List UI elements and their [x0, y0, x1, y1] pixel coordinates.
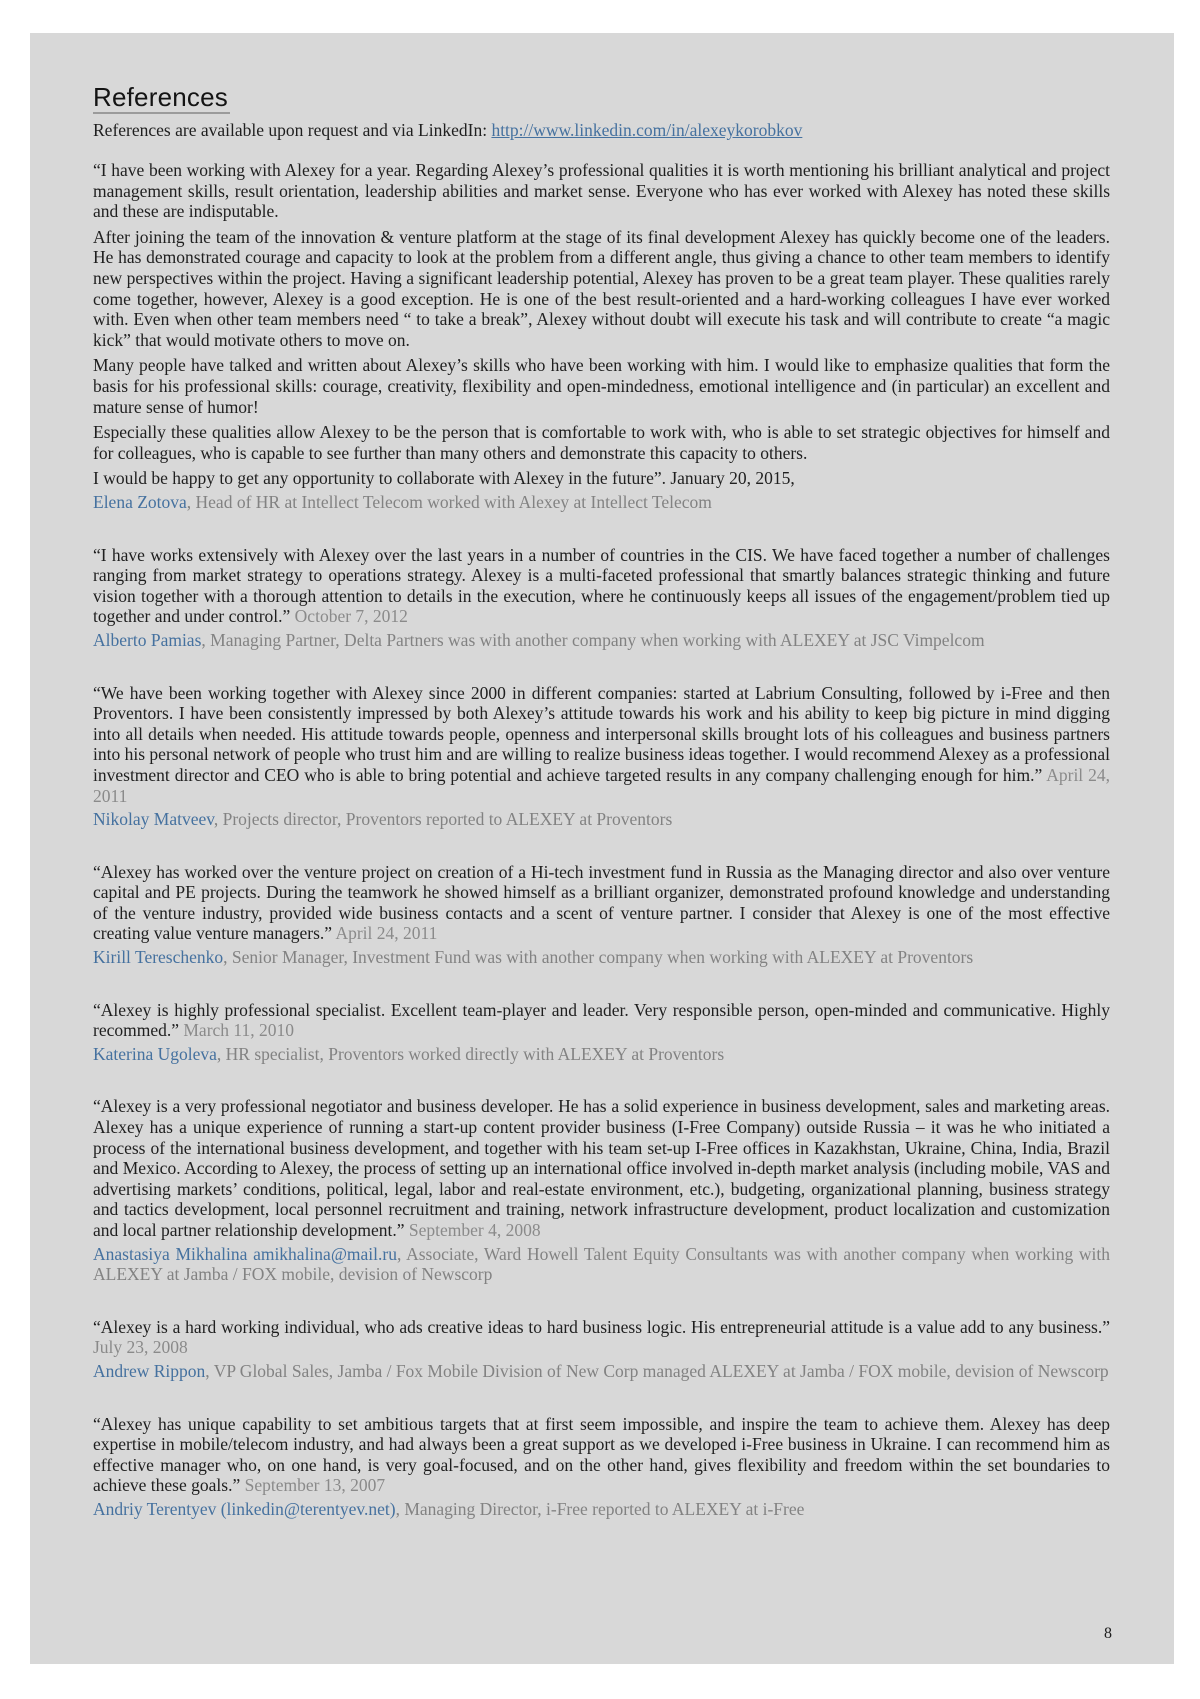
attribution-text: , Senior Manager, Investment Fund was with another company when working with ALEXEY at Proventors: [223, 947, 974, 968]
intro-line: [93, 120, 1110, 141]
reference-date: January 20, 2015,: [665, 468, 795, 489]
reference-quote: [93, 545, 1110, 627]
intro-text: References are available upon request and via LinkedIn:: [93, 120, 492, 141]
linkedin-profile-link[interactable]: http://www.linkedin.com/in/alexeykorobkov: [491, 120, 803, 141]
author-name-link[interactable]: Andrew Rippon: [93, 1360, 206, 1381]
author-name-link[interactable]: Anastasiya Mikhalina amikhalina@mail.ru: [93, 1243, 397, 1264]
reference-date: April 24, 2011: [332, 923, 438, 944]
reference-block: [93, 1096, 1110, 1284]
quote-paragraph: “I have been working with Alexey for a year. Regarding Alexey’s professional qualities it is worth mentioning his brilliant analytical and project management skills, result orientation, leadership abilities and market sense. Everyone who has ever worked with Alexey has noted these skills and these are indisputable.: [93, 160, 1110, 222]
reference-attribution: [93, 1361, 1110, 1382]
reference-date: September 13, 2007: [240, 1475, 386, 1496]
quote-text: “I have works extensively with Alexey over the last years in a number of countries in the CIS. We have faced together a number of challenges ranging from market strategy to operations strategy. Alexey is a multi-faceted professional that smartly balances strategic thinking and future vision together with a thorough attention to details in the execution, where he continuously keeps all issues of the engagement/problem tied up together and under control.”: [93, 544, 1110, 627]
reference-block: [93, 862, 1110, 968]
quote-text: I would be happy to get any opportunity to collaborate with Alexey in the future”.: [93, 468, 666, 489]
quote-paragraph: [93, 1414, 1110, 1496]
author-name-link[interactable]: Nikolay Matveev: [93, 809, 214, 830]
reference-quote: [93, 1317, 1110, 1358]
page-number: 8: [1104, 1625, 1112, 1642]
author-name-link[interactable]: Kirill Tereschenko: [93, 947, 224, 968]
quote-text: “Alexey is a hard working individual, who ads creative ideas to hard business logic. His entrepreneurial attitude is a value add to any business.”: [93, 1316, 1110, 1337]
reference-attribution: [93, 947, 1110, 968]
quote-text: “Alexey is a very professional negotiator and business developer. He has a solid experience in business development, sales and marketing areas. Alexey has a unique experience of running a start-up content provider business (I-Free Company) outside Russia – it was he who initiated a process of the international business development, and together with his team set-up I-Free offices in Kazakhstan, Ukraine, China, India, Brazil and Mexico. According to Alexey, the process of setting up an international office involved in-depth market analysis (including mobile, VAS and advertising markets’ conditions, political, legal, labor and real-estate environment, etc.), budgeting, organizational planning, business strategy and tactics development, local personnel recruitment and training, network infrastructure development, product localization and customization and local partner relationship development.”: [93, 1096, 1110, 1241]
quote-text: “We have been working together with Alexey since 2000 in different companies: started at Labrium Consulting, followed by i-Free and then Proventors. I have been consistently impressed by both Alexey’s attitude towards his work and his ability to keep big picture in mind digging into all details when needed. His attitude towards people, openness and interpersonal skills brought lots of his colleagues and business partners into his personal network of people who trust him and are willing to realize business ideas together. I would recommend Alexey as a professional investment director and CEO who is able to bring potential and achieve targeted results in any company challenging enough for him.”: [93, 682, 1110, 785]
quote-paragraph: After joining the team of the innovation & venture platform at the stage of its final development Alexey has quickly become one of the leaders. He has demonstrated courage and capacity to look at the problem from a different angle, thus giving a chance to other team members to identify new perspectives within the project. Having a significant leadership potential, Alexey has proven to be a great team player. These qualities rarely come together, however, Alexey is a good exception. He is one of the best result-oriented and a hard-working colleagues I have ever worked with. Even when other team members need “ to take a break”, Alexey without doubt will execute his task and will contribute to create “a magic kick” that would motivate others to move on.: [93, 226, 1110, 350]
reference-block: [93, 160, 1110, 513]
reference-date: October 7, 2012: [290, 606, 408, 627]
reference-quote: [93, 1414, 1110, 1496]
attribution-text: , Associate, Ward Howell Talent Equity Consultants was with another company when working with ALEXEY at Jamba / FOX mobile, devision of Newscorp: [93, 1243, 1111, 1285]
attribution-text: , Head of HR at Intellect Telecom worked with Alexey at Intellect Telecom: [186, 491, 712, 512]
author-name-link[interactable]: Katerina Ugoleva: [93, 1043, 217, 1064]
quote-paragraph: [93, 545, 1110, 627]
reference-block: [93, 1317, 1110, 1382]
quote-paragraph: Especially these qualities allow Alexey to be the person that is comfortable to work with, who is able to set strategic objectives for himself and for colleagues, who is capable to see further than many others and demonstrate this capacity to others.: [93, 422, 1110, 463]
reference-date: September 4, 2008: [404, 1220, 541, 1241]
attribution-text: , Projects director, Proventors reported to ALEXEY at Proventors: [213, 809, 673, 830]
page-content: [93, 83, 1110, 1520]
quote-text: “Alexey is highly professional specialist. Excellent team-player and leader. Very responsible person, open-minded and communicative. Highly recommed.”: [93, 999, 1110, 1041]
page-title: References: [93, 83, 230, 114]
attribution-text: , Managing Director, i-Free reported to ALEXEY at i-Free: [395, 1498, 805, 1519]
quote-paragraph: [93, 468, 1110, 489]
reference-attribution: [93, 1244, 1110, 1285]
reference-quote: [93, 1096, 1110, 1240]
reference-attribution: [93, 630, 1110, 651]
author-name-link[interactable]: Elena Zotova: [93, 491, 187, 512]
quote-paragraph: [93, 1000, 1110, 1041]
reference-date: April 24, 2011: [93, 764, 1110, 806]
author-name-link[interactable]: Andriy Terentyev (linkedin@terentyev.net): [93, 1498, 396, 1519]
attribution-text: , VP Global Sales, Jamba / Fox Mobile Division of New Corp managed ALEXEY at Jamba / FOX mobile, devision of Newscorp: [205, 1360, 1109, 1381]
reference-date: March 11, 2010: [179, 1020, 295, 1041]
reference-block: [93, 1000, 1110, 1065]
attribution-text: , Managing Partner, Delta Partners was with another company when working with ALEXEY at JSC Vimpelcom: [201, 629, 985, 650]
reference-quote: [93, 862, 1110, 944]
document-page: [30, 33, 1174, 1664]
reference-block: [93, 683, 1110, 830]
reference-quote: [93, 683, 1110, 807]
reference-date: July 23, 2008: [93, 1337, 188, 1358]
quote-text: “Alexey has worked over the venture project on creation of a Hi-tech investment fund in Russia as the Managing director and also over venture capital and PE projects. During the teamwork he showed himself as a brilliant organizer, demonstrated profound knowledge and understanding of the venture industry, provided wide business contacts and a scent of venture partner. I consider that Alexey is one of the most effective creating value venture managers.”: [93, 861, 1110, 944]
reference-attribution: [93, 492, 1110, 513]
author-name-link[interactable]: Alberto Pamias: [93, 629, 202, 650]
attribution-text: , HR specialist, Proventors worked directly with ALEXEY at Proventors: [216, 1043, 725, 1064]
reference-attribution: [93, 1044, 1110, 1065]
reference-quote: [93, 1000, 1110, 1041]
reference-attribution: [93, 1499, 1110, 1520]
quote-text: “Alexey has unique capability to set ambitious targets that at first seem impossible, and inspire the team to achieve them. Alexey has deep expertise in mobile/telecom industry, and had always been a great support as we developed i-Free business in Ukraine. I can recommend him as effective manager who, on one hand, is very goal-focused, and on the other hand, gives flexibility and freedom within the set boundaries to achieve these goals.”: [93, 1413, 1110, 1496]
quote-paragraph: [93, 1096, 1110, 1240]
reference-block: [93, 1414, 1110, 1520]
quote-paragraph: [93, 683, 1110, 807]
reference-block: [93, 545, 1110, 651]
reference-attribution: [93, 809, 1110, 830]
quote-paragraph: Many people have talked and written about Alexey’s skills who have been working with him. I would like to emphasize qualities that form the basis for his professional skills: courage, creativity, flexibility and open-mindedness, emotional intelligence and (in particular) an excellent and mature sense of humor!: [93, 355, 1110, 417]
quote-paragraph: [93, 862, 1110, 944]
quote-paragraph: [93, 1317, 1110, 1358]
reference-quote: [93, 160, 1110, 489]
